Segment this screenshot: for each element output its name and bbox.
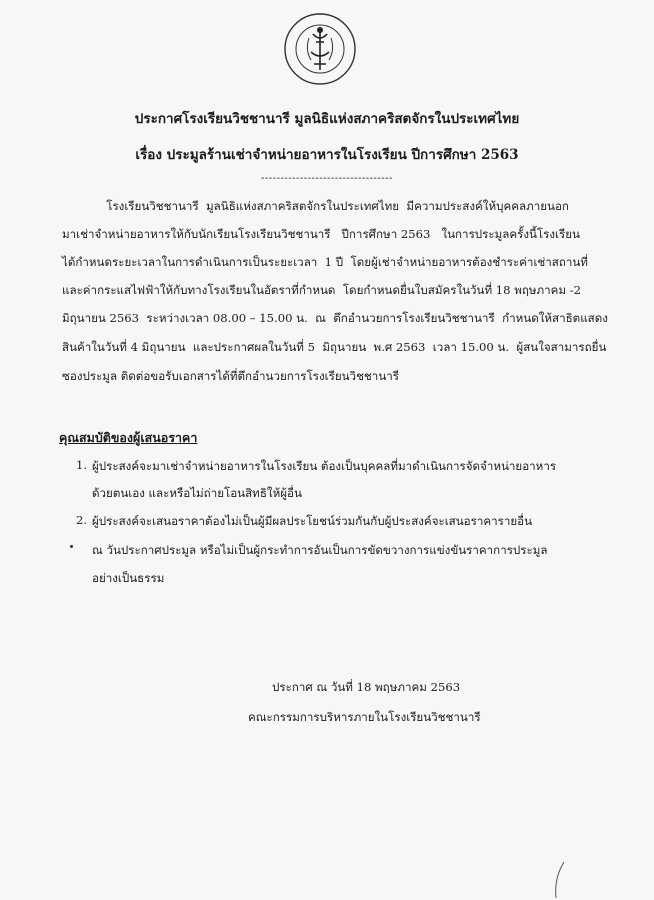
paragraph-line: มิถุนายน 2563 ระหว่างเวลา 08.00 – 15.00 น. ณ ตึกอำนวยการโรงเรียนวิชชานารี กำหนดให้สาธิตแสดง (62, 311, 608, 325)
announcement-date: ประกาศ ณ วันที่ 18 พฤษภาคม 2563 (272, 680, 461, 694)
list-item-line: อย่างเป็นธรรม (92, 571, 165, 585)
stray-dot-mark (70, 545, 73, 548)
separator-line: ---------------------------------- (261, 173, 393, 184)
paragraph-line: และค่ากระแสไฟฟ้าให้กับทางโรงเรียนในอัตราที่กำหนด โดยกำหนดยื่นใบสมัครในวันที่ 18 พฤษภาคม -2 (62, 283, 582, 297)
list-item-number: 2. (76, 513, 88, 527)
paragraph-line: โรงเรียนวิชชานารี มูลนิธิแห่งสภาคริสตจักรในประเทศไทย มีความประสงค์ให้บุคคลภายนอก (62, 199, 569, 213)
list-item-number: 1. (76, 458, 88, 472)
committee-name: คณะกรรมการบริหารภายในโรงเรียนวิชชานารี (248, 710, 481, 724)
paragraph-line: ซองประมูล ติดต่อขอรับเอกสารได้ที่ตึกอำนวยการโรงเรียนวิชชานารี (62, 369, 399, 383)
list-item-line: ผู้ประสงค์จะมาเช่าจำหน่ายอาหารในโรงเรียน ต้องเป็นบุคคลที่มาดำเนินการจัดจำหน่ายอาหาร (92, 459, 557, 473)
list-item-line: ณ วันประกาศประมูล หรือไม่เป็นผู้กระทำการอันเป็นการขัดขวางการแข่งขันราคาการประมูล (92, 543, 548, 557)
school-seal-logo (283, 12, 357, 86)
announcement-title: ประกาศโรงเรียนวิชชานารี มูลนิธิแห่งสภาคริสตจักรในประเทศไทย (134, 111, 520, 127)
paragraph-line: ได้กำหนดระยะเวลาในการดำเนินการเป็นระยะเวลา 1 ปี โดยผู้เช่าจำหน่ายอาหารต้องชำระค่าเช่าสถานที่ (62, 255, 588, 269)
announcement-subject: เรื่อง ประมูลร้านเช่าจำหน่ายอาหารในโรงเรียน ปีการศึกษา 2563 (135, 147, 519, 163)
paragraph-line: สินค้าในวันที่ 4 มิถุนายน และประกาศผลในวันที่ 5 มิถุนายน พ.ศ 2563 เวลา 15.00 น. ผู้สนใจสามารถยื่น (62, 340, 607, 354)
list-item-line: ผู้ประสงค์จะเสนอราคาต้องไม่เป็นผู้มีผลประโยชน์ร่วมกันกับผู้ประสงค์จะเสนอราคารายอื่น (92, 514, 533, 528)
paragraph-line: มาเช่าจำหน่ายอาหารให้กับนักเรียนโรงเรียนวิชชานารี ปีการศึกษา 2563 ในการประมูลครั้งนี้โรงเรียน (62, 227, 580, 241)
qualifications-heading: คุณสมบัติของผู้เสนอราคา (59, 430, 198, 445)
list-item-line: ด้วยตนเอง และหรือไม่ถ่ายโอนสิทธิให้ผู้อื่น (92, 486, 302, 500)
pen-mark (546, 860, 576, 900)
